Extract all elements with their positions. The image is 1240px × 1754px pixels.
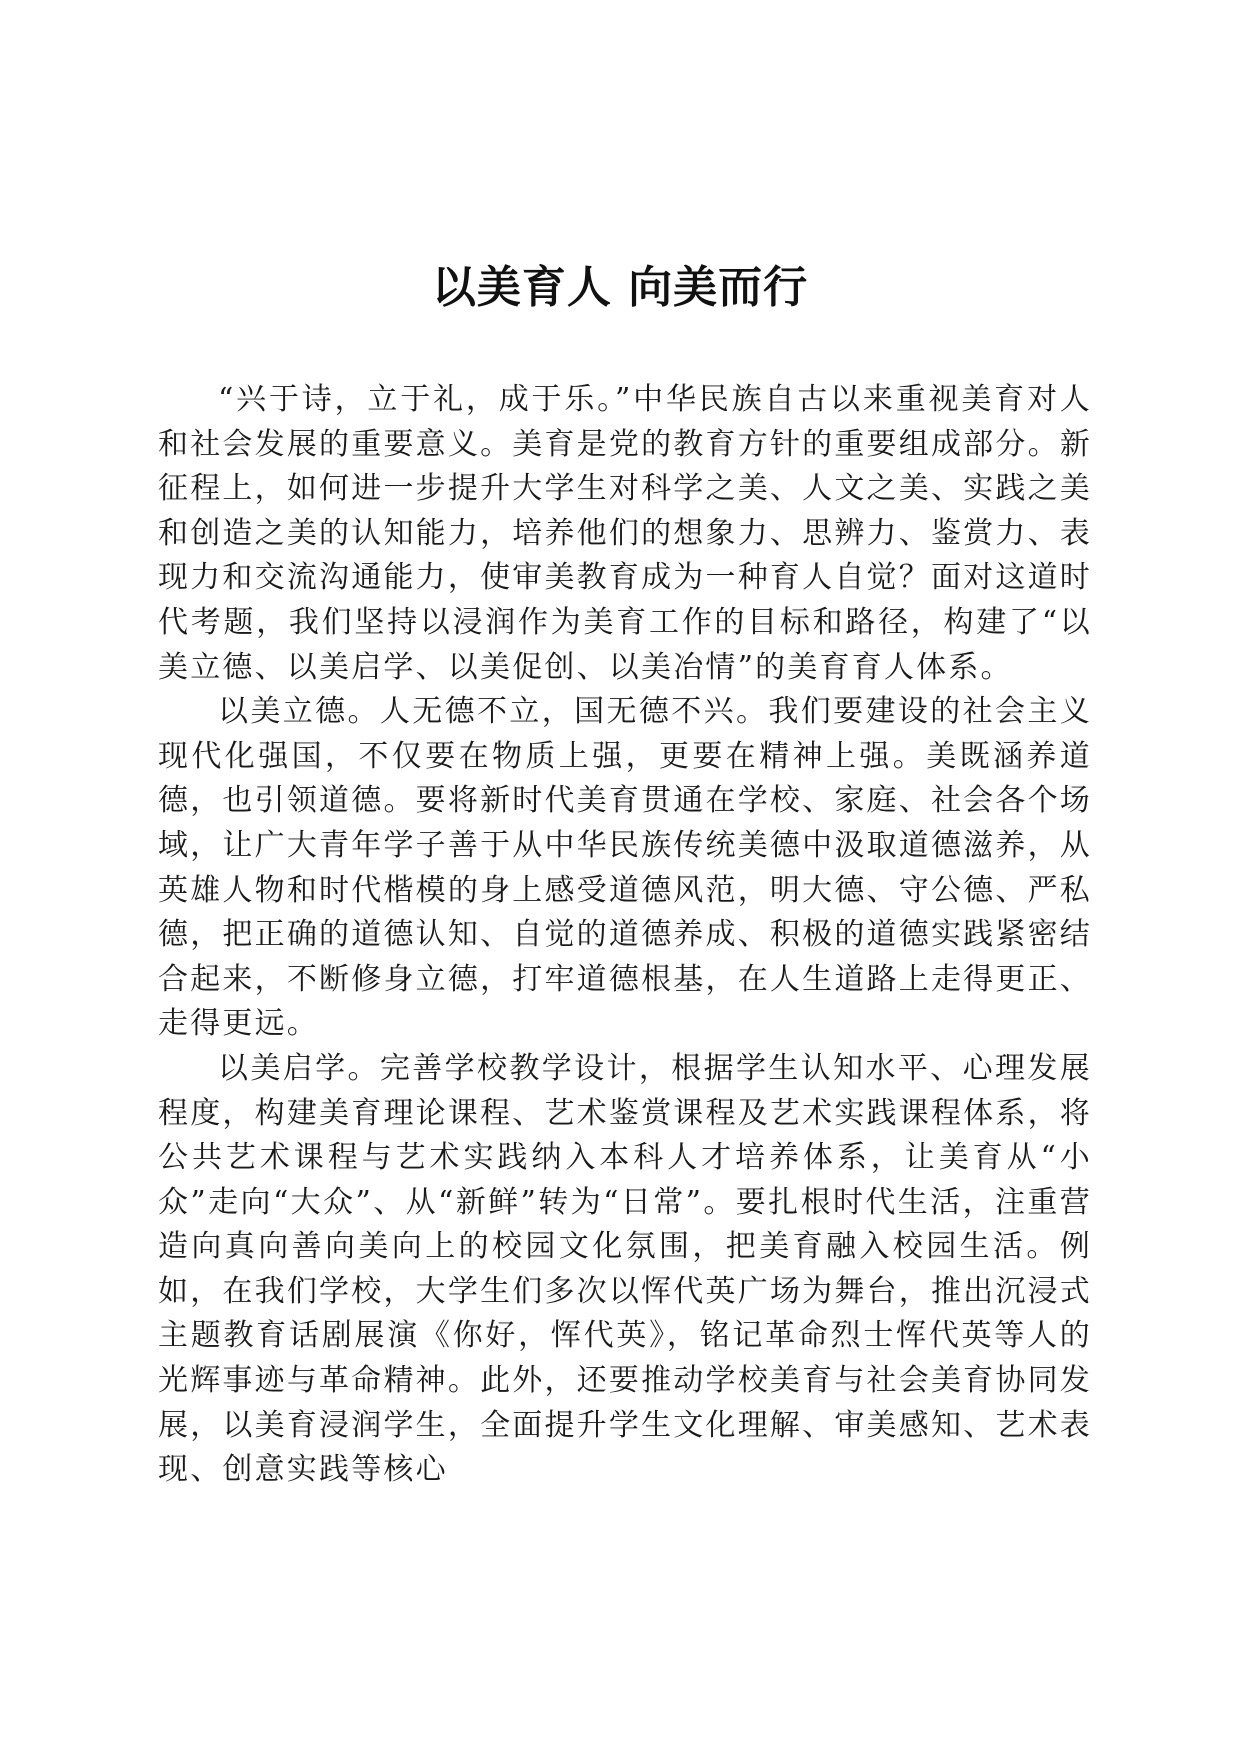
document-body [158, 378, 1092, 1493]
paragraph-morality: 以美立德。人无德不立，国无德不兴。我们要建设的社会主义现代化强国，不仅要在物质上强，更要在精神上强。美既涵养道德，也引领道德。要将新时代美育贯通在学校、家庭、社会各个场域，让广大青年学子善于从中华民族传统美德中汲取道德滋养，从英雄人物和时代楷模的身上感受道德风范，明大德、守公德、严私德，把正确的道德认知、自觉的道德养成、积极的道德实践紧密结合起来，不断修身立德，打牢道德根基，在人生道路上走得更正、走得更远。 [158, 694, 1092, 1042]
document-title: 以美育人 向美而行 [431, 262, 809, 313]
paragraph-learning: 以美启学。完善学校教学设计，根据学生认知水平、心理发展程度，构建美育理论课程、艺术鉴赏课程及艺术实践课程体系，将公共艺术课程与艺术实践纳入本科人才培养体系，让美育从“小众”走向“大众”、从“新鲜”转为“日常”。要扎根时代生活，注重营造向真向善向美向上的校园文化氛围，把美育融入校园生活。例如，在我们学校，大学生们多次以恽代英广场为舞台，推出沉浸式主题教育话剧展演《你好，恽代英》，铭记革命烈士恽代英等人的光辉事迹与革命精神。此外，还要推动学校美育与社会美育协同发展，以美育浸润学生，全面提升学生文化理解、审美感知、艺术表现、创意实践等核心 [158, 1050, 1092, 1488]
paragraph-intro: “兴于诗，立于礼，成于乐。”中华民族自古以来重视美育对人和社会发展的重要意义。美育是党的教育方针的重要组成部分。新征程上，如何进一步提升大学生对科学之美、人文之美、实践之美和创造之美的认知能力，培养他们的想象力、思辨力、鉴赏力、表现力和交流沟通能力，使审美教育成为一种育人自觉？面对这道时代考题，我们坚持以浸润作为美育工作的目标和路径，构建了“以美立德、以美启学、以美促创、以美冶情”的美育育人体系。 [158, 382, 1092, 685]
